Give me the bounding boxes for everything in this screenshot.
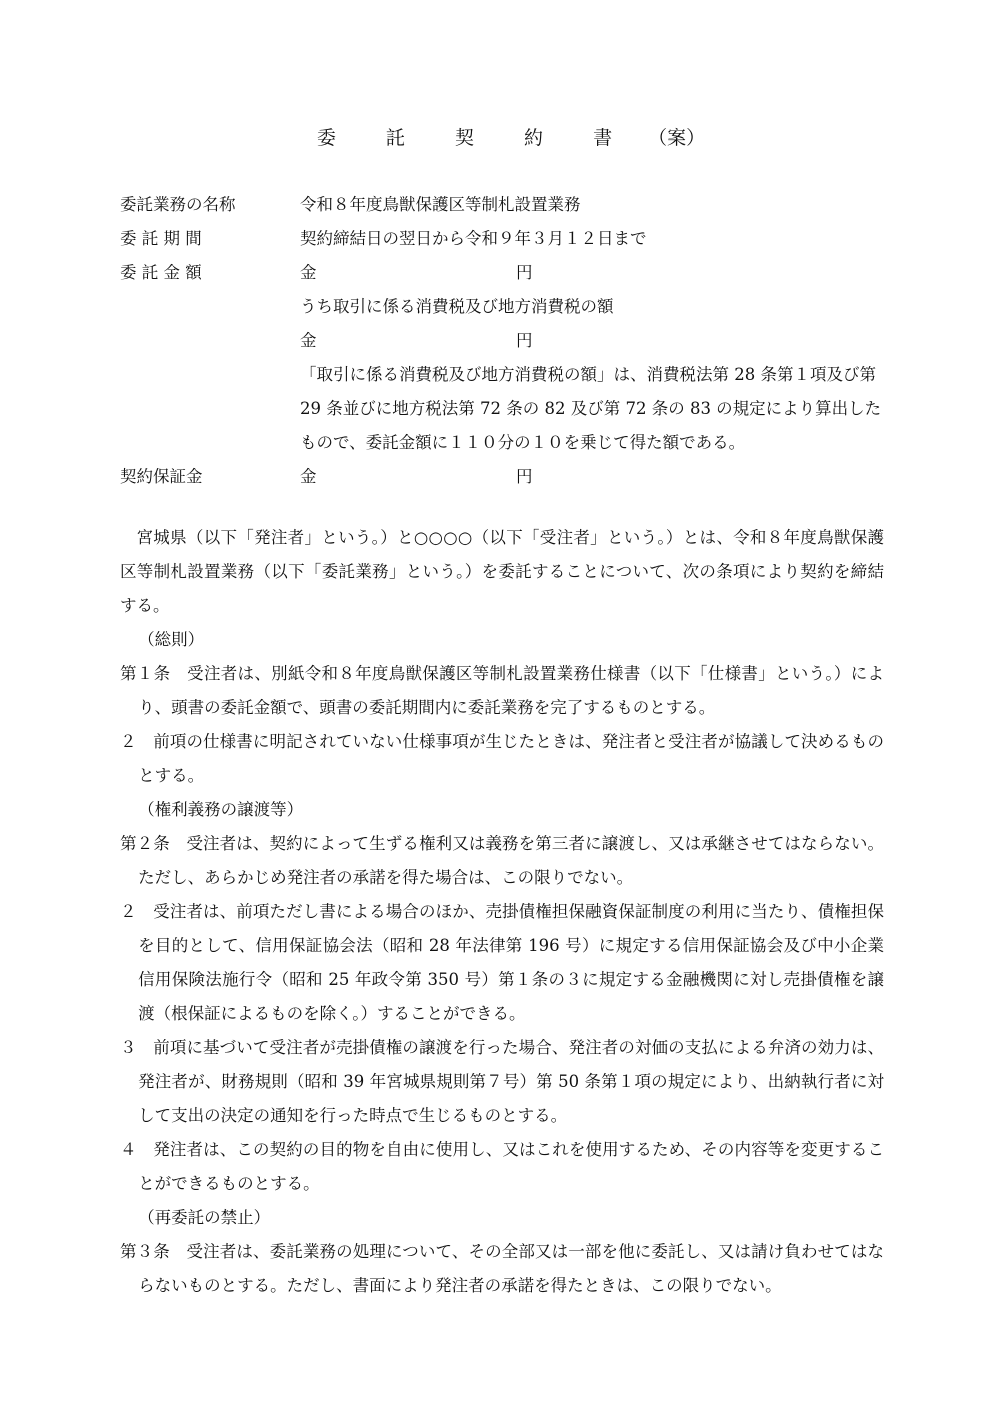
clause: ４ 発注者は、この契約の目的物を自由に使用し、又はこれを使用するため、その内容等を変更することができるものとする。: [120, 1140, 884, 1193]
article-heading: （総則）: [138, 630, 205, 649]
summary-row-tax-note: [120, 358, 890, 460]
summary-row-period: [120, 222, 890, 256]
deposit-kin: 金: [300, 467, 317, 486]
title-suffix: （案）: [648, 127, 706, 149]
clause: 第１条 受注者は、別紙令和８年度鳥獣保護区等制札設置業務仕様書（以下「仕様書」という。）により、頭書の委託金額で、頭書の委託期間内に委託業務を完了するものとする。: [120, 664, 884, 717]
clause: ２ 前項の仕様書に明記されていない仕様事項が生じたときは、発注者と受注者が協議して決めるものとする。: [120, 732, 884, 785]
tax-note: 「取引に係る消費税及び地方消費税の額」は、消費税法第 28 条第１項及び第 29 条並びに地方税法第 72 条の 82 及び第 72 条の 83 の規定により算出したもので、委託金額に１１０分の１０を乗じて得た額である。: [300, 365, 882, 452]
title-char: 書: [593, 127, 613, 149]
period-label: 委 託 期 間: [120, 229, 202, 248]
title-char: 託: [385, 127, 405, 149]
summary-row-tax-amount: [120, 324, 890, 358]
preamble: 宮城県（以下「発注者」という。）と○○○○（以下「受注者」という。）とは、令和８年度鳥獣保護区等制札設置業務（以下「委託業務」という。）を委託することについて、次の条項により契約を締結する。: [120, 528, 884, 615]
summary-row-deposit: [120, 460, 890, 494]
summary-row-amount: [120, 256, 890, 290]
article-heading: （権利義務の譲渡等）: [138, 800, 304, 819]
clause: 第３条 受注者は、委託業務の処理について、その全部又は一部を他に委託し、又は請け負わせてはならないものとする。ただし、書面により発注者の承諾を得たときは、この限りでない。: [120, 1242, 884, 1295]
deposit-label: 契約保証金: [120, 467, 203, 486]
summary-row-name: [120, 188, 890, 222]
period-value: 契約締結日の翌日から令和９年３月１２日まで: [300, 229, 647, 248]
deposit-yen: 円: [516, 467, 533, 486]
document-title: [0, 124, 1000, 152]
contract-summary: [120, 188, 890, 494]
title-char: 約: [524, 127, 544, 149]
clause: 第２条 受注者は、契約によって生ずる権利又は義務を第三者に譲渡し、又は承継させてはならない。ただし、あらかじめ発注者の承諾を得た場合は、この限りでない。: [120, 834, 884, 887]
clause: ３ 前項に基づいて受注者が売掛債権の譲渡を行った場合、発注者の対価の支払による弁済の効力は、発注者が、財務規則（昭和 39 年宮城県規則第７号）第 50 条第１項の規定により、出納執行者に対して支出の決定の通知を行った時点で生じるものとする。: [120, 1038, 884, 1125]
clause: ２ 受注者は、前項ただし書による場合のほか、売掛債権担保融資保証制度の利用に当たり、債権担保を目的として、信用保証協会法（昭和 28 年法律第 196 号）に規定する信用保証協会及び中小企業信用保険法施行令（昭和 25 年政令第 350 号）第１条の３に規定する金融機関に対し売掛債権を譲渡（根保証によるものを除く。）することができる。: [120, 902, 884, 1023]
amount-yen: 円: [516, 263, 533, 282]
summary-row-tax-label: [120, 290, 890, 324]
contract-body: [120, 521, 884, 1303]
amount-label: 委 託 金 額: [120, 263, 202, 282]
name-label: 委託業務の名称: [120, 195, 236, 214]
tax-label: うち取引に係る消費税及び地方消費税の額: [300, 297, 614, 316]
title-char: 委: [316, 127, 336, 149]
tax-kin: 金: [300, 331, 317, 350]
name-value: 令和８年度鳥獣保護区等制札設置業務: [300, 195, 581, 214]
tax-yen: 円: [516, 331, 533, 350]
title-char: 契: [454, 127, 474, 149]
article-heading: （再委託の禁止）: [138, 1208, 271, 1227]
amount-kin: 金: [300, 263, 317, 282]
